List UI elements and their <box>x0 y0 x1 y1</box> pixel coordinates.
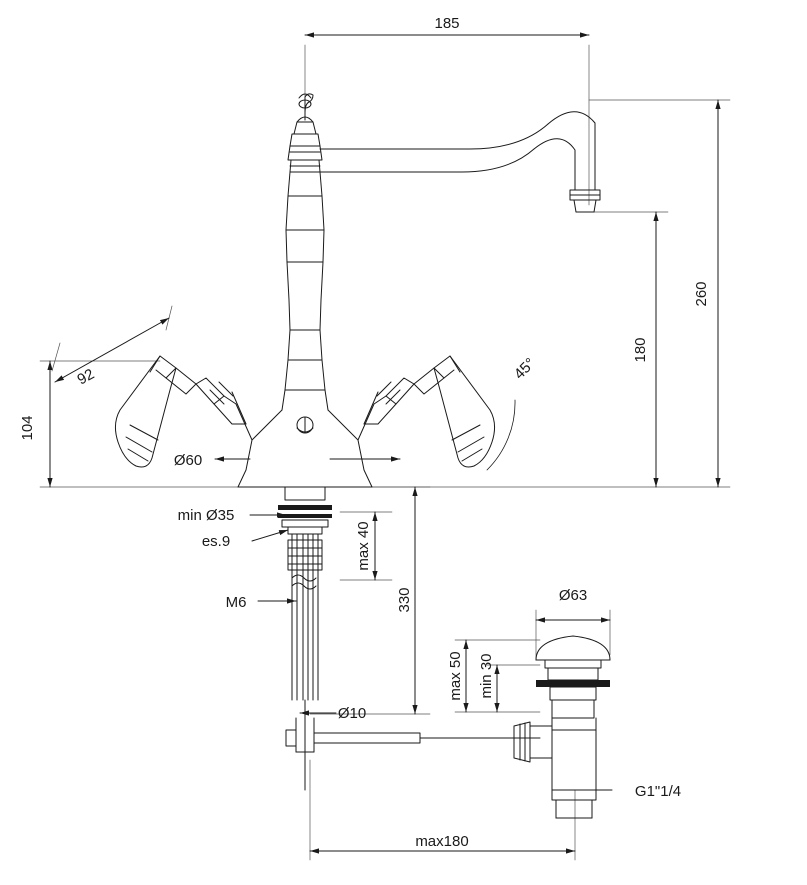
dim-max-worktop: max 40 <box>355 521 372 571</box>
dim-total-height: 260 <box>693 281 710 307</box>
dim-rod-diameter: Ø10 <box>337 705 367 722</box>
dim-waste-cap-diameter: Ø63 <box>558 587 588 604</box>
dim-min-hole: min Ø35 <box>177 507 235 524</box>
dim-min-drain-height: min 30 <box>478 653 495 699</box>
dim-thread: M6 <box>225 594 247 611</box>
dim-max-drain-height: max 50 <box>447 651 464 701</box>
dim-handle-height: 104 <box>19 415 36 441</box>
dim-handle-angle: 45° <box>510 354 539 383</box>
dim-waste-thread: G1"1/4 <box>634 783 682 800</box>
dim-thickness: es.9 <box>201 533 231 550</box>
dim-spout-height: 180 <box>632 337 649 363</box>
dim-base-diameter: Ø60 <box>173 452 203 469</box>
dim-handle-spread: 92 <box>74 365 98 389</box>
dim-spout-reach: 185 <box>434 15 460 32</box>
dim-shank-length: 330 <box>396 587 413 613</box>
dim-max-rod-length: max180 <box>415 833 469 850</box>
